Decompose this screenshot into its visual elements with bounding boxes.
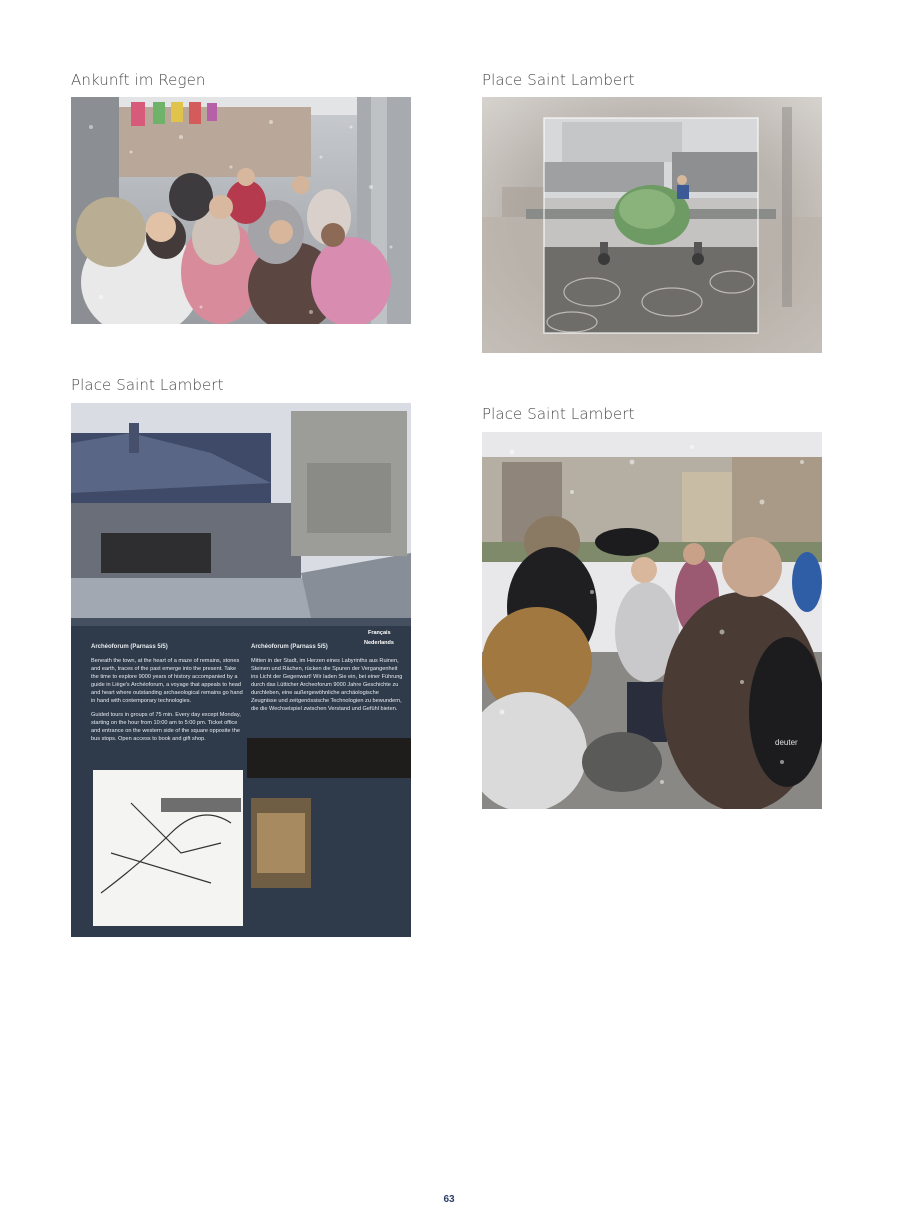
lang-label-french: Français — [368, 630, 391, 636]
lang-label-dutch: Nederlands — [364, 640, 394, 646]
caption-place-saint-lambert-group: Place Saint Lambert — [482, 405, 635, 423]
caption-place-saint-lambert-board: Place Saint Lambert — [71, 376, 224, 394]
photo-archeoforum-info-board — [71, 403, 411, 937]
board-text-english: Archéoforum (Parnass 5/5) Beneath the town, at the heart of a maze of remains, stones and earth, traces of the past emerge into the present. Take the time to explore 9000 years of history accompanied by a guide in Liège's Archéoforum, a voyage that appeals to head and heart where outstanding archaeological remains go hand in hand with contemporary technologies. Guided tours in groups of 75 min. Every day except Monday, starting on the hour from 10:00 am to 5:00 pm. Ticket office and entrance on the western side of the square opposite the bus stops. Open access to book and gift shop. — [91, 644, 243, 742]
backpack-logo: deuter — [775, 738, 798, 747]
photo-arrival-in-rain — [71, 97, 411, 324]
photo-airplane-sculpture — [482, 97, 822, 353]
caption-place-saint-lambert-plane: Place Saint Lambert — [482, 71, 635, 89]
page-number: 63 — [443, 1194, 455, 1205]
board-text-german: Archéoforum (Parnass 5/5) Mitten in der Stadt, im Herzen eines Labyrinths aus Ruinen, Steinen und Rächen, rücken die Spuren der Vergangenheit ins Licht der Gegenwart! Wir laden Sie ein, bei einer Führung durch das Lütticher Archeoforum 9000 Jahre Geschichte zu durchleben, eine außergewöhnliche archäologische Zeugnisse und zeitgenössische Technologien zu bewundern, die die Wechselspiel zwischen Verstand und Gefühl bieten. — [251, 644, 403, 712]
photo-group-tour-rain — [482, 432, 822, 809]
caption-arrival-rain: Ankunft im Regen — [71, 71, 206, 89]
